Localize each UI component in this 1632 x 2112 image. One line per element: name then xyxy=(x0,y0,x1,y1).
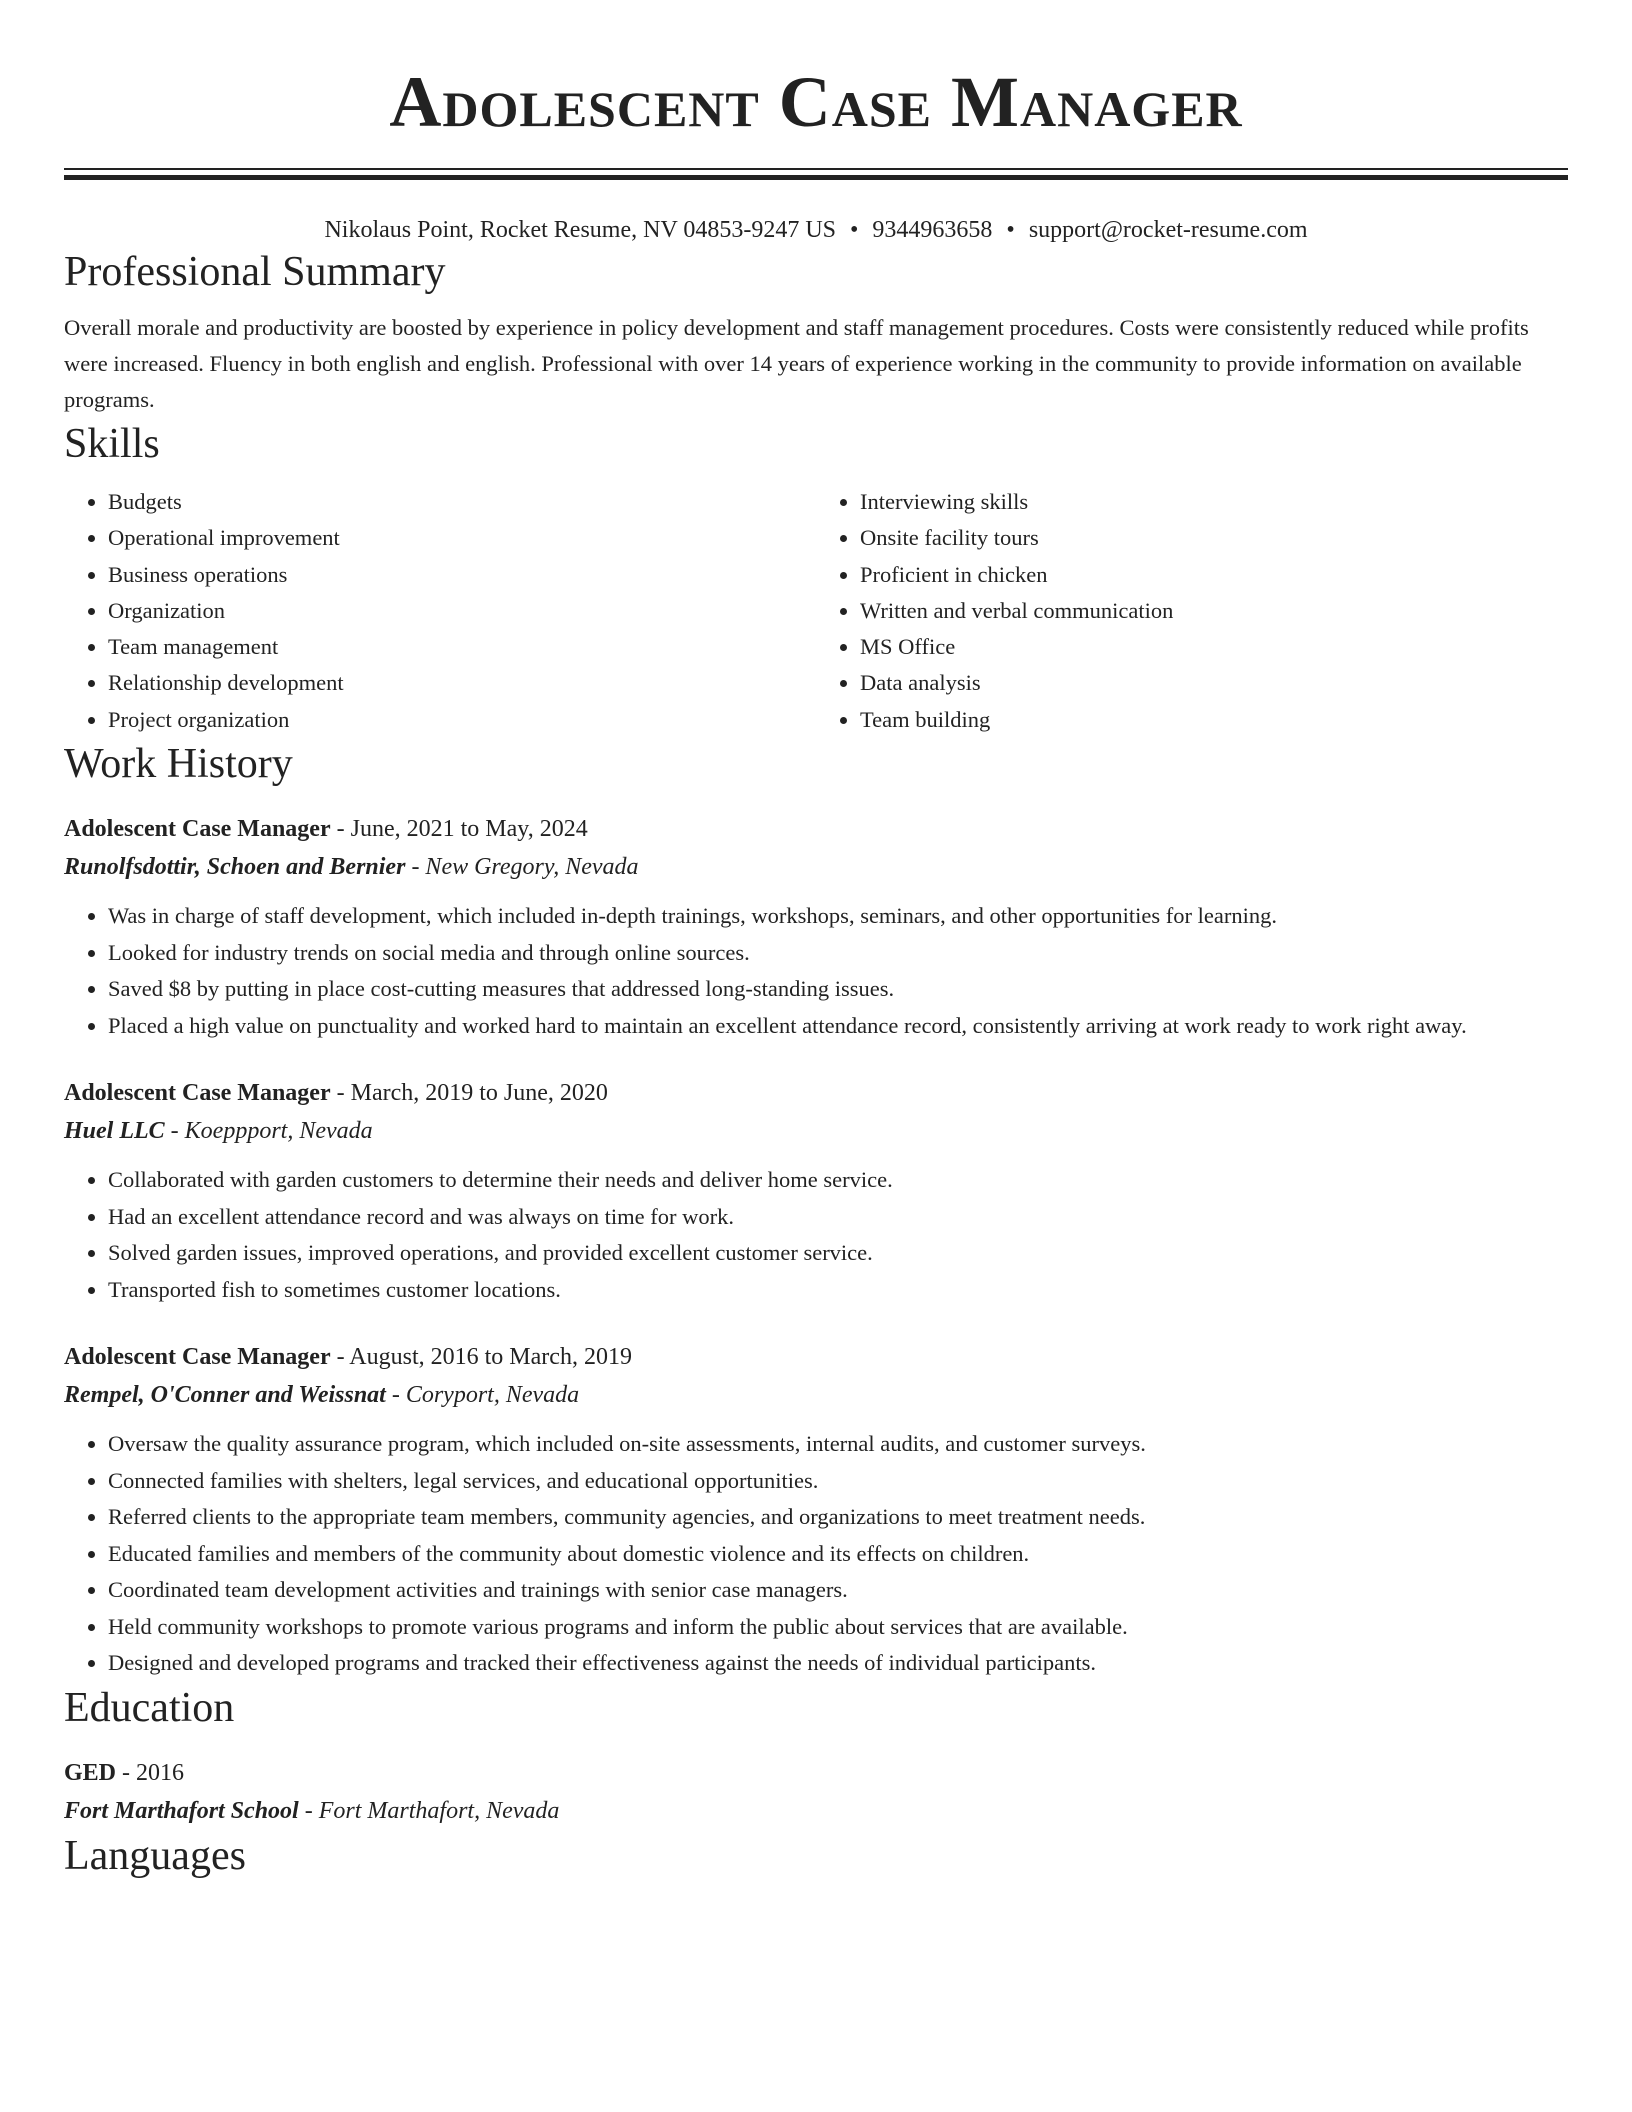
job-title: Adolescent Case Manager xyxy=(64,816,331,843)
duty-item: • Looked for industry trends on social media and through online sources. xyxy=(108,935,1568,972)
duty-item: • Saved $8 by putting in place cost-cutting measures that addressed long-standing issues. xyxy=(108,971,1568,1008)
job-entry xyxy=(64,810,1568,1044)
job-company-line xyxy=(64,1376,1568,1414)
duty-item: • Solved garden issues, improved operations, and provided excellent customer service. xyxy=(108,1235,1568,1272)
job-title: Adolescent Case Manager xyxy=(64,1344,331,1371)
resume-title: Adolescent Case Manager xyxy=(389,62,1243,142)
duty-item: • Was in charge of staff development, which included in-depth trainings, workshops, seminars, and other opportunities for learning. xyxy=(108,898,1568,935)
job-company: Rempel, O'Conner and Weissnat xyxy=(64,1382,386,1409)
skill-item: • Team building xyxy=(860,702,1568,738)
duty-item: • Held community workshops to promote various programs and inform the public about services that are available. xyxy=(108,1609,1568,1646)
contact-address: Nikolaus Point, Rocket Resume, NV 04853-9247 US xyxy=(324,217,837,243)
skill-item: • MS Office xyxy=(860,629,1568,665)
job-company-line xyxy=(64,1112,1568,1150)
job-location: - Koeppport, Nevada xyxy=(164,1118,373,1145)
title-divider xyxy=(64,168,1568,180)
skills-list xyxy=(64,484,1568,738)
skill-item: • Relationship development xyxy=(108,665,816,701)
job-title-line xyxy=(64,1074,1568,1112)
job-dates: - June, 2021 to May, 2024 xyxy=(330,816,588,843)
contact-separator: • xyxy=(850,217,859,243)
work-history-heading: Work History xyxy=(64,741,293,788)
skill-item: • Proficient in chicken xyxy=(860,557,1568,593)
duty-item: • Designed and developed programs and tracked their effectiveness against the needs of individual participants. xyxy=(108,1645,1568,1682)
education-school: Fort Marthafort School xyxy=(64,1797,299,1824)
contact-separator: • xyxy=(1006,217,1015,243)
skill-item: • Team management xyxy=(108,629,816,665)
summary-text: Overall morale and productivity are boosted by experience in policy development and staff management procedures. Costs were consistently reduced while profits were increased. Fluency in both english and english. Professional with over 14 years of experience working in the community to provide information on available programs. xyxy=(64,315,1529,412)
job-dates: - March, 2019 to June, 2020 xyxy=(330,1080,608,1107)
skill-item: • Data analysis xyxy=(860,665,1568,701)
job-company-line xyxy=(64,848,1568,886)
duty-item: • Connected families with shelters, legal services, and educational opportunities. xyxy=(108,1463,1568,1500)
job-location: - New Gregory, Nevada xyxy=(405,854,639,881)
job-location: - Coryport, Nevada xyxy=(385,1382,580,1409)
education-location: - Fort Marthafort, Nevada xyxy=(298,1797,560,1824)
job-entry xyxy=(64,1074,1568,1308)
job-duties xyxy=(64,1162,1568,1308)
education-year: - 2016 xyxy=(116,1759,185,1786)
education-school-line xyxy=(64,1792,1568,1830)
job-duties xyxy=(64,1426,1568,1682)
skill-item: • Onsite facility tours xyxy=(860,520,1568,556)
education-degree-line xyxy=(64,1754,1568,1792)
skill-item: • Business operations xyxy=(108,557,816,593)
skill-item: • Interviewing skills xyxy=(860,484,1568,520)
skill-item: • Organization xyxy=(108,593,816,629)
education-entry xyxy=(64,1754,1568,1830)
skill-item: • Operational improvement xyxy=(108,520,816,556)
education-degree: GED xyxy=(64,1759,117,1786)
skills-heading: Skills xyxy=(64,421,160,467)
duty-item: • Coordinated team development activities and trainings with senior case managers. xyxy=(108,1572,1568,1609)
duty-item: • Placed a high value on punctuality and worked hard to maintain an excellent attendance record, consistently arriving at work ready to work right away. xyxy=(108,1008,1568,1045)
contact-email: support@rocket-resume.com xyxy=(1028,217,1308,243)
job-company: Huel LLC xyxy=(64,1118,165,1145)
skill-item: • Budgets xyxy=(108,484,816,520)
skill-item: • Project organization xyxy=(108,702,816,738)
job-title-line xyxy=(64,810,1568,848)
contact-phone: 9344963658 xyxy=(872,217,993,243)
skills-column-left xyxy=(64,484,816,738)
duty-item: • Oversaw the quality assurance program, which included on-site assessments, internal audits, and customer surveys. xyxy=(108,1426,1568,1463)
education-heading: Education xyxy=(64,1684,235,1731)
skills-column-right xyxy=(816,484,1568,738)
duty-item: • Transported fish to sometimes customer locations. xyxy=(108,1272,1568,1309)
job-dates: - August, 2016 to March, 2019 xyxy=(330,1344,632,1371)
skill-item: • Written and verbal communication xyxy=(860,593,1568,629)
languages-heading: Languages xyxy=(64,1832,246,1879)
job-entry xyxy=(64,1338,1568,1682)
job-title-line xyxy=(64,1338,1568,1376)
duty-item: • Educated families and members of the community about domestic violence and its effects on children. xyxy=(108,1536,1568,1573)
job-company: Runolfsdottir, Schoen and Bernier xyxy=(64,854,406,881)
duty-item: • Collaborated with garden customers to determine their needs and deliver home service. xyxy=(108,1162,1568,1199)
summary-heading: Professional Summary xyxy=(64,249,446,295)
job-duties xyxy=(64,898,1568,1044)
duty-item: • Had an excellent attendance record and was always on time for work. xyxy=(108,1199,1568,1236)
duty-item: • Referred clients to the appropriate team members, community agencies, and organizations to meet treatment needs. xyxy=(108,1499,1568,1536)
job-title: Adolescent Case Manager xyxy=(64,1080,331,1107)
contact-line xyxy=(64,214,1568,246)
